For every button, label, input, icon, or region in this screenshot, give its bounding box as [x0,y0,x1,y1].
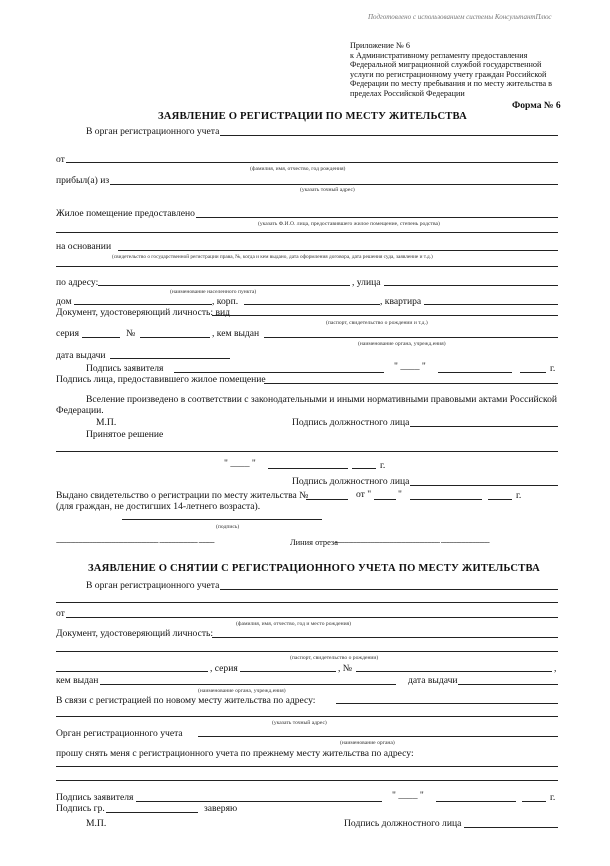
num2-label: , № [338,663,352,674]
from2-line[interactable] [66,617,558,618]
sign-citizen-line[interactable] [106,812,198,813]
cert-from-label: от " [356,489,372,500]
doc2-line-3[interactable] [56,671,208,672]
doc-line[interactable] [212,315,558,316]
decision-year[interactable] [352,468,376,469]
sign-official2-line[interactable] [410,485,558,486]
organ2-label: В орган регистрационного учета [86,580,220,591]
deregistration-title: ЗАЯВЛЕНИЕ О СНЯТИИ С РЕГИСТРАЦИОННОГО УЧЕТА ПО МЕСТУ ЖИТЕЛЬСТВА [88,563,540,574]
issued-by2-line[interactable] [100,684,396,685]
from-label: от [56,154,65,165]
sign-applicant-year-label: г. [550,363,556,374]
seria2-label: , серия [210,663,238,674]
appendix-line: Федеральной миграционной службой государственной [350,60,542,70]
housing-line[interactable] [196,217,558,218]
cert-quote: " [398,489,402,500]
doc2-line-2[interactable] [56,651,558,652]
sign-official3-line[interactable] [464,827,558,828]
basis-label: на основании [56,241,112,252]
moved-in-text-2: Федерации. [56,405,104,416]
sign-applicant2-line[interactable] [136,801,382,802]
from-line[interactable] [66,162,558,163]
appendix-line: пределах Российской Федерации [350,88,465,98]
seria2-line[interactable] [240,671,336,672]
hint-signature: (подпись) [216,524,240,530]
certify-label: заверяю [204,803,238,814]
hint-fio: (фамилия, имя, отчество, год рождения) [250,166,346,172]
sign-applicant-label: Подпись заявителя [86,363,164,374]
request-line-2[interactable] [56,780,558,781]
organ-line[interactable] [220,135,558,136]
hint-basis: (свидетельство о государственной регистрации права, №, когда и кем выдано, дата оформления договора, дата решения суда, заявление и т.д.) [112,254,433,260]
sign-owner-line[interactable] [264,383,558,384]
comma2: , [554,663,557,674]
issue-date-label: дата выдачи [56,350,106,361]
house-line[interactable] [74,304,212,305]
sign-applicant2-year[interactable] [522,801,546,802]
request-text: прошу снять меня с регистрационного учета по прежнему месту жительства по адресу: [56,748,414,759]
doc2-line[interactable] [212,637,558,638]
issued-by-label: , кем выдан [212,328,260,339]
cut-line-right: ------------------------------------------------------------- ---------------------------- [334,538,490,546]
hint-address: (указать точный адрес) [300,187,355,193]
decision-year-label: г. [380,460,386,471]
appendix-line: Приложение № 6 [350,41,410,50]
sign-official-label: Подпись должностного лица [292,417,410,428]
arrived-label: прибыл(а) из [56,175,110,186]
kv-label: , квартира [380,296,422,307]
organ2-line[interactable] [220,589,558,590]
sign-applicant2-label: Подпись заявителя [56,792,134,803]
hint-organ3: (наименование органа) [340,740,395,746]
sign-citizen-label: Подпись гр. [56,803,105,814]
korp-line[interactable] [244,304,380,305]
new-reg-line-2[interactable] [56,716,558,717]
num-label: № [126,328,136,339]
hint-organ: (наименование органа, учрежд.ения) [358,341,446,347]
registration-title: ЗАЯВЛЕНИЕ О РЕГИСТРАЦИИ ПО МЕСТУ ЖИТЕЛЬСТВА [158,111,468,122]
sign-applicant2-day: " ____ " [392,790,424,801]
sign-official-line[interactable] [410,426,558,427]
cert-label: Выдано свидетельство о регистрации по месту жительства № [56,490,309,501]
cut-line-left: ----------------------------------------------------------- ---------------------- --------- [56,538,215,546]
request-line-1[interactable] [56,766,558,767]
decision-label: Принятое решение [86,429,164,440]
cert-number-line[interactable] [306,499,348,500]
mp-stamp-label: М.П. [96,417,117,428]
cert-day-line[interactable] [374,499,396,500]
issued-by2-label: кем выдан [56,675,99,686]
basis-line-2[interactable] [56,266,558,267]
street-label: , улица [352,277,381,288]
appendix-line: Федерации по месту пребывания и по месту жительства в [350,79,553,89]
signature-line[interactable] [122,519,322,520]
new-reg-label: В связи с регистрацией по новому месту жительства по адресу: [56,695,316,706]
reg-organ-line[interactable] [198,736,558,737]
place-line[interactable] [98,285,350,286]
decision-month[interactable] [268,468,348,469]
hint-doc2: (паспорт, свидетельство о рождении) [290,655,379,661]
housing-label: Жилое помещение предоставлено [56,208,195,219]
sign-applicant-day: " ____ " [394,361,426,372]
decision-day: " ____ " [224,458,256,469]
kv-line[interactable] [424,304,558,305]
hint-organ2: (наименование органа, учрежд.ения) [198,688,286,694]
sign-applicant-month[interactable] [438,372,512,373]
basis-line[interactable] [118,250,558,251]
hint-place: (наименование населенного пункта) [170,289,257,295]
sign-official3-label: Подпись должностного лица [344,818,462,829]
house-label: дом [56,296,72,307]
street-line[interactable] [384,285,558,286]
cert-year-label: г. [516,490,522,501]
arrived-line[interactable] [110,184,558,185]
appendix-line: к Административному регламенту предоставления [350,50,528,60]
sign-applicant2-month[interactable] [436,801,516,802]
korp-label: , корп. [212,296,239,307]
mp2-stamp-label: М.П. [86,818,107,829]
under14-text: (для граждан, не достигших 14-летнего возраста). [56,501,261,512]
num-line[interactable] [140,337,210,338]
decision-line-1[interactable] [56,451,558,452]
organ2-line-2[interactable] [56,602,558,603]
form-number: Форма № 6 [512,100,561,111]
issued-by-line[interactable] [264,337,558,338]
reg-organ-label: Орган регистрационного учета [56,728,183,739]
sign-applicant-year[interactable] [520,372,546,373]
sign-official2-label: Подпись должностного лица [292,476,410,487]
sign-owner-label: Подпись лица, предоставившего жилое помещение [56,374,266,385]
cert-month-line[interactable] [410,499,482,500]
new-reg-line[interactable] [336,703,558,704]
top-note: Подготовлено с использованием системы КонсультантПлюс [368,13,552,21]
cut-line-label: Линия отреза [290,538,338,547]
issue-date2-label: дата выдачи [408,675,458,686]
hint-doc: (паспорт, свидетельство о рождении и т.д.) [326,320,428,326]
sign-applicant-line[interactable] [174,372,384,373]
hint-fio2: (фамилия, имя, отчество, год и место рождения) [236,621,351,627]
appendix-block [350,41,552,99]
organ-label: В орган регистрационного учета [86,126,220,137]
sign-applicant2-year-label: г. [550,792,556,803]
from2-label: от [56,608,65,619]
issue-date-line[interactable] [110,358,230,359]
address-label: по адресу: [56,277,99,288]
moved-in-text: Вселение произведено в соответствии с законодательными и иными нормативными правовыми актами Российской [86,394,558,405]
hint-housing: (указать Ф.И.О. лица, предоставившего жилое помещение, степень родства) [258,221,440,227]
doc2-label: Документ, удостоверяющий личность: [56,628,214,639]
cert-year-line[interactable] [488,499,512,500]
seria-line[interactable] [82,337,120,338]
hint-address2: (указать точный адрес) [272,720,327,726]
issue-date2-line[interactable] [458,684,558,685]
num2-line[interactable] [356,671,552,672]
housing-line-2[interactable] [56,232,558,233]
seria-label: серия [56,328,79,339]
doc-label: Документ, удостоверяющий личность: вид [56,307,231,318]
appendix-line: услуги по регистрационному учету граждан Российской [350,69,547,79]
